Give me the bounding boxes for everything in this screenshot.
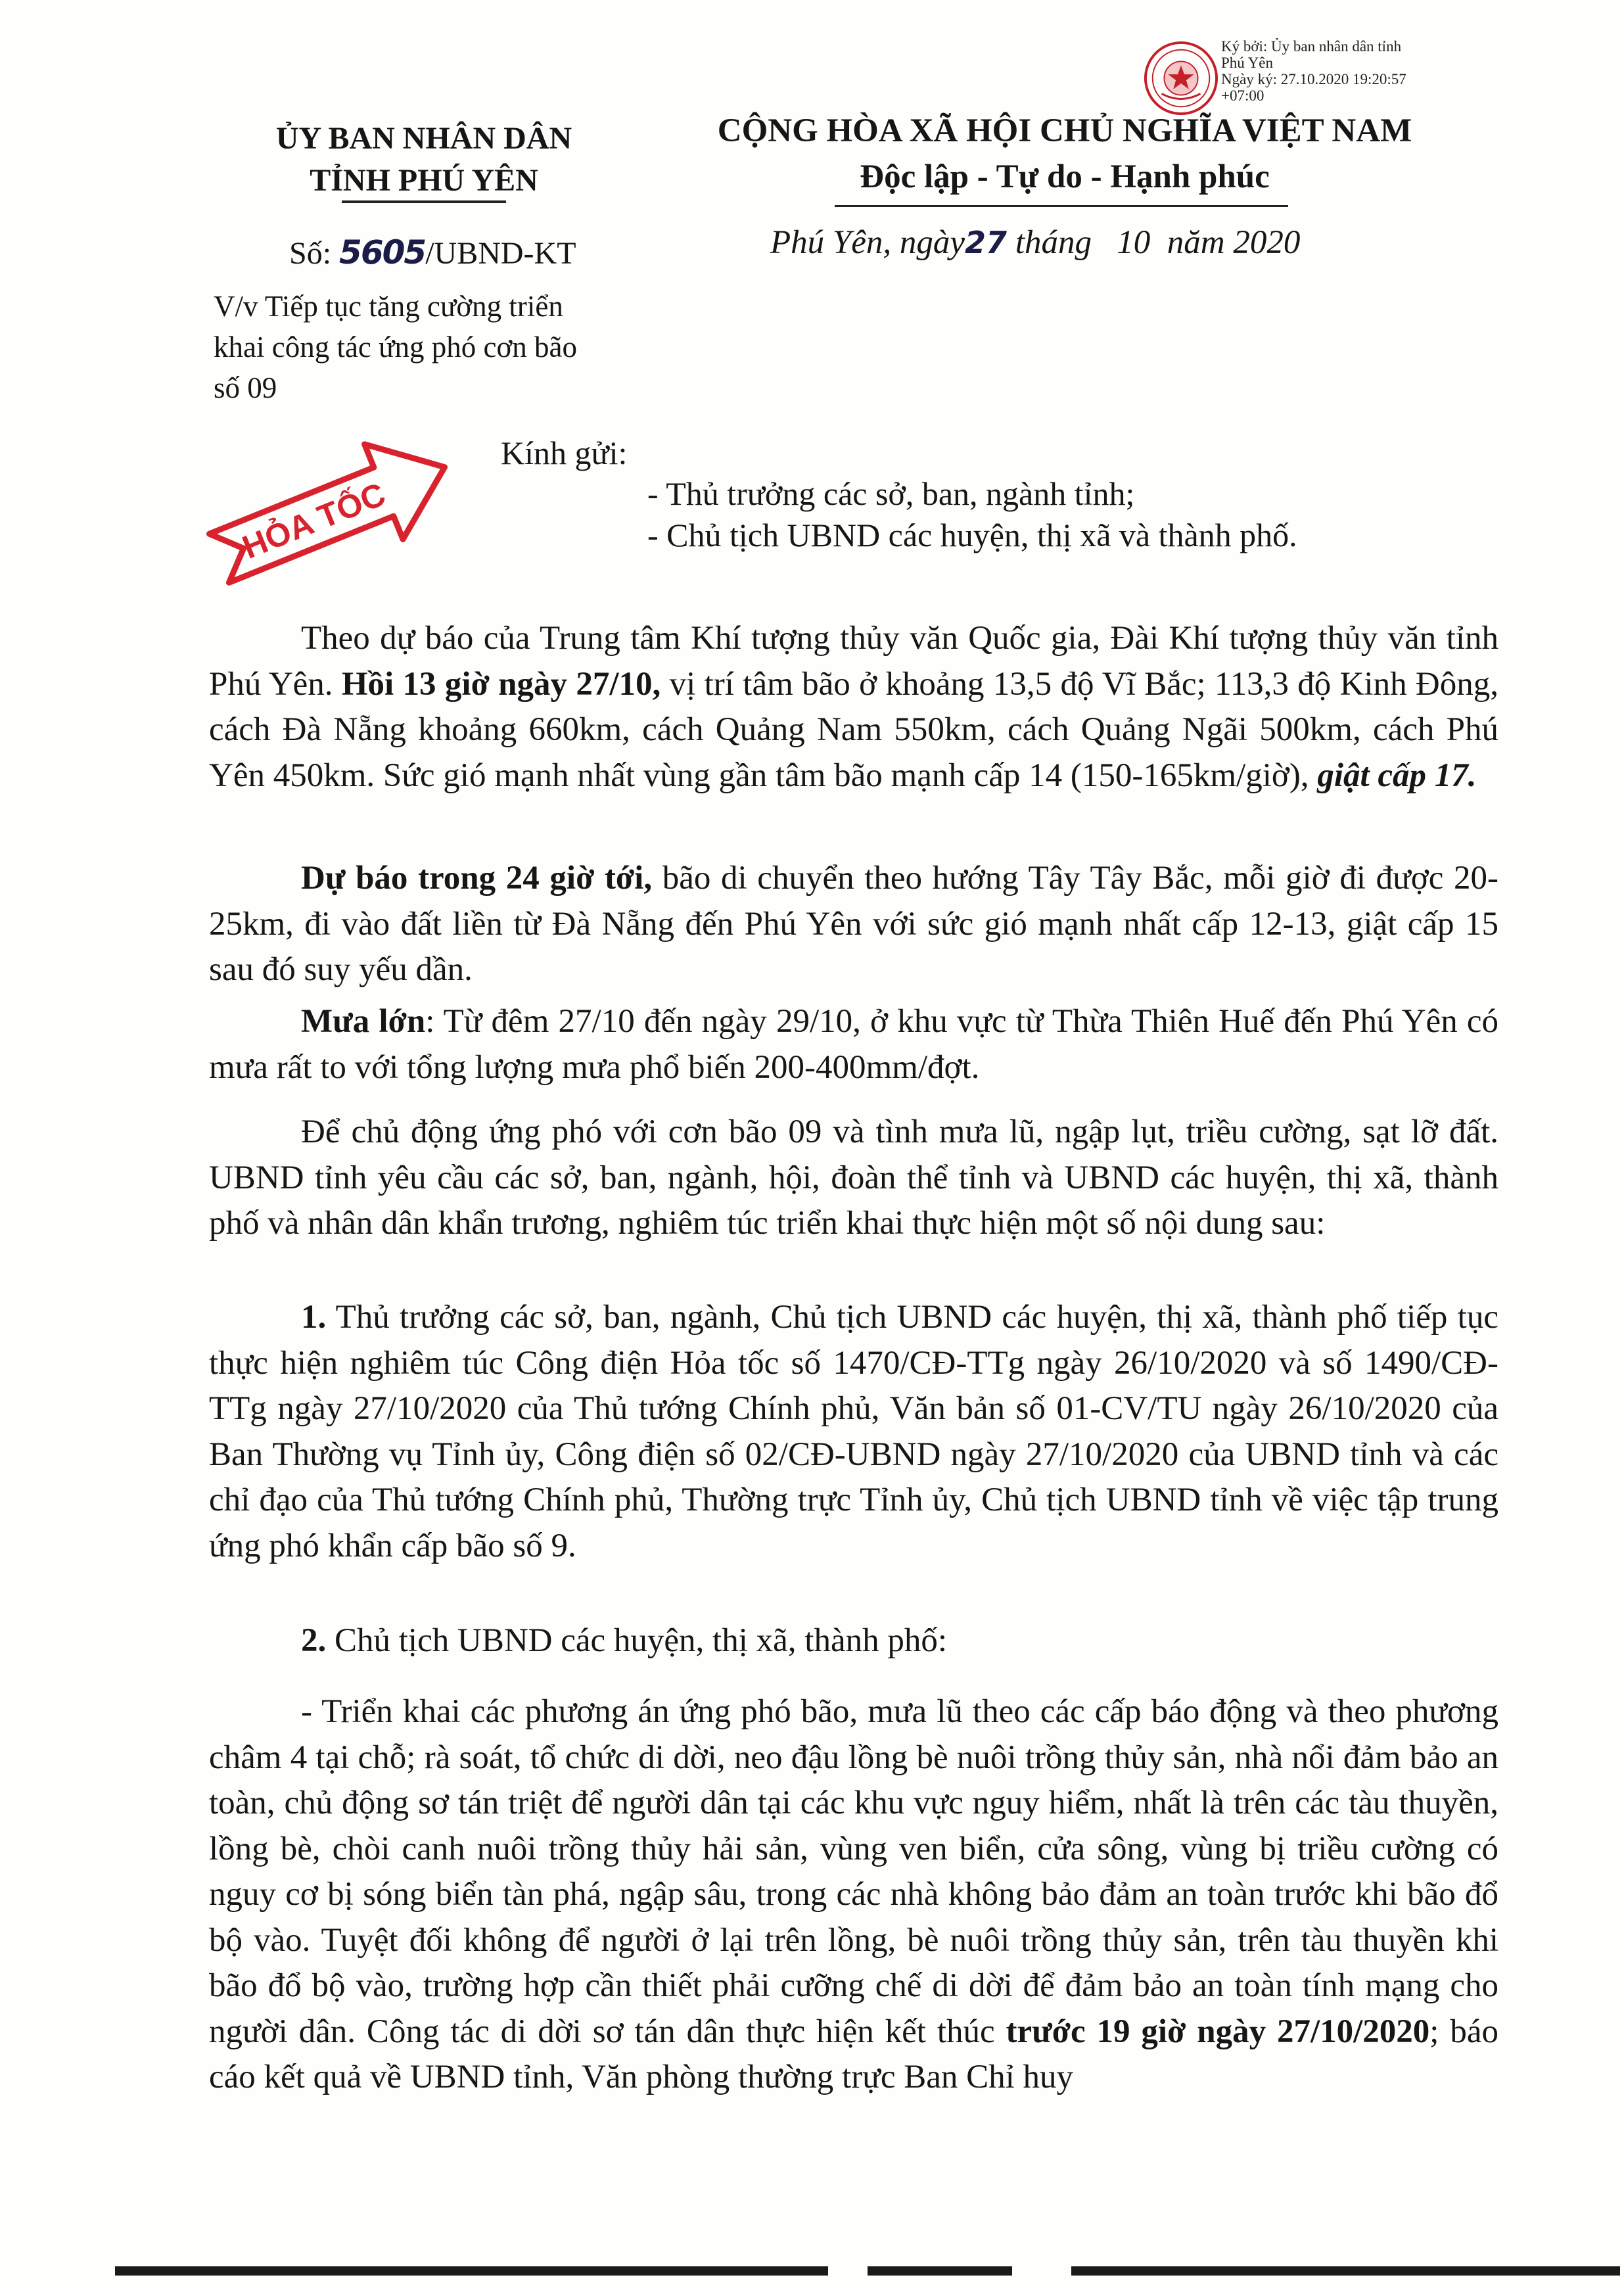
place-and-date — [770, 223, 1300, 262]
signature-line: +07:00 — [1221, 87, 1264, 104]
recipients-label: Kính gửi: — [501, 434, 628, 471]
text-run: Theo dự báo của Trung tâm Khí tượng thủy văn Quốc gia, Đài Khí tượng thủy văn tỉnh Phú Yên. — [209, 620, 1498, 703]
document-number — [289, 233, 576, 271]
doc-number-suffix: /UBND-KT — [425, 236, 576, 271]
signature-seal-icon — [1142, 39, 1220, 117]
subject-text: số 09 — [214, 371, 277, 404]
subject-text: V/v Tiếp tục tăng cường triển — [214, 290, 563, 323]
scan-edge-gap — [828, 2266, 868, 2276]
issuing-org-line1: ỦY BAN NHÂN DÂN — [275, 121, 572, 156]
urgent-stamp-icon — [191, 421, 473, 605]
bold-text: 2. — [301, 1622, 327, 1659]
signature-line: Ngày ký: 27.10.2020 19:20:57 — [1221, 71, 1406, 87]
paragraph-heavy-rain — [209, 999, 1498, 1090]
scan-edge-gap — [1012, 2266, 1071, 2276]
place-date-rest: tháng 10 năm 2020 — [1007, 224, 1301, 261]
bold-text: Mưa lớn — [301, 1003, 426, 1040]
text-run: : Từ đêm 27/10 đến ngày 29/10, ở khu vực từ Thừa Thiên Huế đến Phú Yên có mưa rất to với tổng lượng mưa phổ biến 200-400mm/đợt. — [209, 1003, 1498, 1086]
paragraph-item-2 — [209, 1618, 1498, 1664]
text-run: bão di chuyển theo hướng Tây Tây Bắc, mỗi giờ đi được 20-25km, đi vào đất liền từ Đà Nẵng đến Phú Yên với sức gió mạnh nhất cấp 12-13, giật cấp 15 sau đó suy yếu dần. — [209, 860, 1498, 988]
place-date-prefix: Phú Yên, ngày — [770, 224, 965, 261]
stamp-label: HỎA TỐC — [237, 475, 391, 566]
country-name: CỘNG HÒA XÃ HỘI CHỦ NGHĨA VIỆT NAM — [717, 112, 1412, 149]
national-motto: Độc lập - Tự do - Hạnh phúc — [860, 158, 1270, 195]
doc-number-prefix: Số: — [289, 236, 340, 271]
text-run: ; báo cáo kết quả về UBND tỉnh, Văn phòng thường trực Ban Chỉ huy — [209, 2013, 1498, 2095]
paragraph-forecast — [209, 616, 1498, 799]
bold-text: Hồi 13 giờ ngày 27/10, — [341, 665, 661, 703]
scan-edge-bar — [115, 2266, 1620, 2276]
paragraph-item-2-detail — [209, 1689, 1498, 2101]
text-run: vị trí tâm bão ở khoảng 13,5 độ Vĩ Bắc; 113,3 độ Kinh Đông, cách Đà Nẵng khoảng 660km, cách Quảng Nam 550km, cách Quảng Ngãi 500km, cách Phú Yên 450km. Sức gió mạnh nhất vùng gần tâm bão mạnh cấp 14 (150-165km/giờ), — [209, 665, 1498, 794]
issuing-org-line2: TỈNH PHÚ YÊN — [310, 163, 538, 198]
subject-text: khai công tác ứng phó cơn bão — [214, 331, 578, 363]
date-day-handwritten: 27 — [965, 225, 1008, 260]
text-run: - Triển khai các phương án ứng phó bão, mưa lũ theo các cấp báo động và theo phương châm 4 tại chỗ; rà soát, tổ chức di dời, neo đậu lồng bè nuôi trồng thủy sản, nhà nổi đảm bảo an toàn, chủ động sơ tán triệt để người dân tại các khu vực nguy hiểm, nhất là trên các tàu thuyền, lồng bè, chòi canh nuôi trồng thủy hải sản, vùng ven biển, cửa sông, vùng bị triều cường có nguy cơ bị sóng biển tàn phá, ngập sâu, trong các nhà không bảo đảm an toàn trước khi bão đổ bộ vào. Tuyệt đối không để người ở lại trên lồng, bè nuôi trồng thủy sản, trên tàu thuyền khi bão đổ bộ vào, trường hợp cần thiết phải cưỡng chế di dời để đảm bảo an toàn tính mạng cho người dân. Công tác di dời sơ tán dân thực hiện kết thúc — [209, 1693, 1498, 2050]
signature-line: Phú Yên — [1221, 55, 1274, 71]
text-run: Thủ trưởng các sở, ban, ngành, Chủ tịch UBND các huyện, thị xã, thành phố tiếp tục thực hiện nghiêm túc Công điện Hỏa tốc số 1470/CĐ-TTg ngày 26/10/2020 và số 1490/CĐ-TTg ngày 27/10/2020 của Thủ tướng Chính phủ, Văn bản số 01-CV/TU ngày 26/10/2020 của Ban Thường vụ Tỉnh ủy, Công điện số 02/CĐ-UBND ngày 27/10/2020 của UBND tỉnh và các chỉ đạo của Thủ tướng Chính phủ, Thường trực Tỉnh ủy, Chủ tịch UBND tỉnh về việc tập trung ứng phó khẩn cấp bão số 9. — [209, 1299, 1498, 1564]
org-underline — [342, 200, 506, 203]
recipient-item: - Thủ trưởng các sở, ban, ngành tỉnh; — [647, 475, 1135, 512]
bold-italic-text: giật cấp 17. — [1317, 757, 1477, 794]
digital-signature-info — [1221, 38, 1589, 104]
doc-number-handwritten: 5605 — [339, 233, 426, 271]
paragraph-request — [209, 1110, 1498, 1247]
paragraph-item-1 — [209, 1295, 1498, 1569]
bold-text: Dự báo trong 24 giờ tới, — [301, 860, 653, 897]
text-run: Chủ tịch UBND các huyện, thị xã, thành phố: — [326, 1622, 947, 1659]
text-run: Để chủ động ứng phó với cơn bão 09 và tình mưa lũ, ngập lụt, triều cường, sạt lỡ đất. UBND tỉnh yêu cầu các sở, ban, ngành, hội, đoàn thể tỉnh và UBND các huyện, thị xã, thành phố và nhân dân khẩn trương, nghiêm túc triển khai thực hiện một số nội dung sau: — [209, 1113, 1498, 1242]
subject-line — [214, 286, 687, 408]
bold-text: trước 19 giờ ngày 27/10/2020 — [1006, 2013, 1430, 2050]
bold-text: 1. — [301, 1299, 327, 1336]
paragraph-24h-forecast — [209, 856, 1498, 993]
signature-line: Ký bởi: Ủy ban nhân dân tỉnh — [1221, 38, 1402, 55]
motto-underline — [835, 205, 1288, 207]
recipient-item: - Chủ tịch UBND các huyện, thị xã và thành phố. — [647, 517, 1297, 553]
